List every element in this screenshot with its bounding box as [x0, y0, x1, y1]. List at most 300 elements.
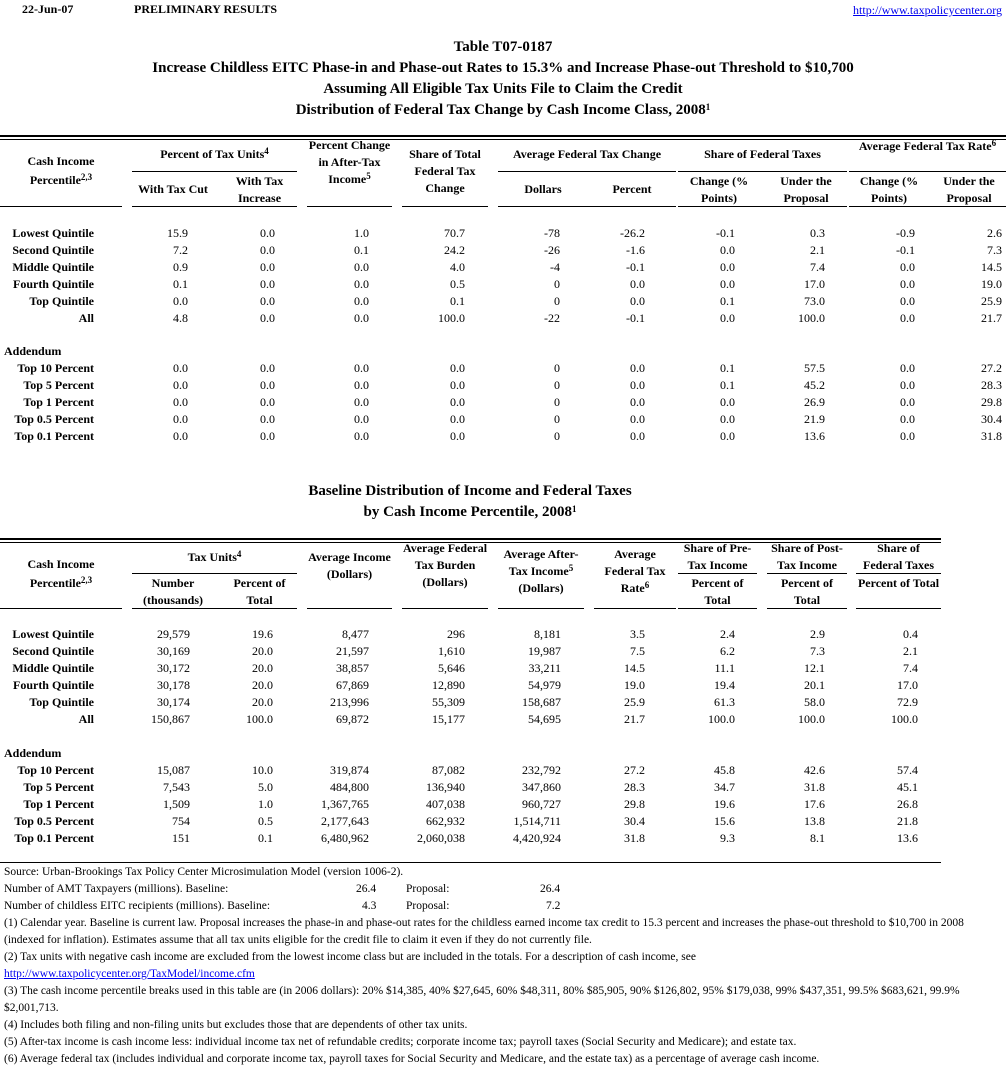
table-cell: 0.0	[354, 277, 369, 291]
table-cell: 7.2	[173, 243, 188, 257]
col-header-pct-change-after-tax	[307, 137, 392, 188]
table-cell: 662,932	[426, 814, 465, 828]
eitc-line	[4, 898, 1004, 915]
table-cell: 0	[554, 378, 560, 392]
amt-proposal-label: Proposal:	[406, 883, 450, 895]
table-cell: 0.0	[354, 412, 369, 426]
table-cell: 0.0	[630, 412, 645, 426]
table-cell: 0.0	[900, 311, 915, 325]
col-group-share-fed-taxes: Share of Federal Taxes	[863, 541, 934, 572]
table-cell: 0.5	[450, 277, 465, 291]
header-unit: (Dollars)	[518, 581, 564, 595]
table-cell: 87,082	[432, 763, 465, 777]
col-header-with-tax-increase: With Tax Increase	[235, 174, 284, 205]
col-header-number: Number (thousands)	[142, 576, 204, 607]
header-underline	[0, 608, 122, 609]
table-row	[0, 276, 1006, 293]
addendum-label: Addendum	[4, 746, 62, 760]
table-cell: -78	[544, 226, 560, 240]
table-cell: 19.6	[714, 797, 735, 811]
table-cell: 960,727	[522, 797, 561, 811]
table-cell: 100.0	[798, 311, 825, 325]
table-cell: 0.9	[173, 260, 188, 274]
table-cell: 54,695	[528, 712, 561, 726]
table-cell: 0.0	[260, 361, 275, 375]
table-cell: 19.6	[252, 627, 273, 641]
table-cell: 19.0	[624, 678, 645, 692]
table-title-line2: Assuming All Eligible Tax Units File to Claim the Credit	[323, 81, 683, 97]
col-group-avg-change: Average Federal Tax Change	[512, 147, 662, 161]
table-cell: 100.0	[708, 712, 735, 726]
table-cell: 20.0	[252, 695, 273, 709]
header-underline	[678, 206, 847, 207]
header-underline	[594, 608, 676, 609]
table-cell: 296	[447, 627, 465, 641]
table-cell: 0.1	[258, 831, 273, 845]
table-row	[0, 377, 1006, 394]
col-header-share-change-pts: Change (% Points)	[689, 174, 749, 205]
amt-label: Number of AMT Taxpayers (millions). Baseline:	[4, 883, 229, 895]
tpc-link[interactable]: http://www.taxpolicycenter.org	[853, 3, 1002, 17]
table-row	[0, 293, 1006, 310]
table-cell: 0	[554, 294, 560, 308]
table-cell: 0.0	[354, 260, 369, 274]
table-cell: 14.5	[981, 260, 1002, 274]
header-underline	[307, 206, 392, 207]
table-cell: 7.3	[810, 644, 825, 658]
table-cell: 19.0	[981, 277, 1002, 291]
footnote-ref: 5	[366, 171, 371, 181]
table-cell: -26.2	[620, 226, 645, 240]
table-cell: 0.0	[260, 311, 275, 325]
table-cell: 0.0	[630, 294, 645, 308]
header-text: Cash Income Percentile	[27, 154, 95, 187]
row-label: Top 1 Percent	[23, 797, 94, 811]
header-text: Average Federal Tax Rate	[604, 547, 666, 595]
table-cell: -22	[544, 311, 560, 325]
table-cell: 0.0	[354, 311, 369, 325]
row-label: Top 0.5 Percent	[14, 412, 94, 426]
table-cell: 31.8	[804, 780, 825, 794]
table-cell: 8,477	[342, 627, 369, 641]
table-cell: 0	[554, 277, 560, 291]
table-cell: 1,509	[163, 797, 190, 811]
table-cell: 7.5	[630, 644, 645, 658]
table-cell: 232,792	[522, 763, 561, 777]
table-cell: 0.1	[720, 361, 735, 375]
header-text: Percent Change in After-Tax Income	[308, 138, 391, 186]
table-row	[0, 626, 1006, 643]
table-cell: 14.5	[624, 661, 645, 675]
table-cell: 0.0	[900, 361, 915, 375]
table-cell: 100.0	[246, 712, 273, 726]
table-cell: 158,687	[522, 695, 561, 709]
col-header-avg-rate	[594, 546, 676, 597]
header-underline	[132, 608, 297, 609]
baseline-title-line1: Baseline Distribution of Income and Federal Taxes	[308, 483, 632, 499]
table-cell: 45.8	[714, 763, 735, 777]
table-cell: 2,177,643	[321, 814, 369, 828]
table-cell: 25.9	[624, 695, 645, 709]
table-cell: 20.0	[252, 644, 273, 658]
row-label: Second Quintile	[12, 644, 94, 658]
col-header-rate-change-pts: Change (% Points)	[859, 174, 919, 205]
table-row	[0, 360, 1006, 377]
footnote-3: (3) The cash income percentile breaks used in this table are (in 2006 dollars): 20% $14,385, 40% $27,645, 60% $48,311, 80% $85,905, 90% $126,802, 95% $179,038, 99% $437,351, 99.5% $683,621, 99.9% $2,001,713.	[4, 985, 960, 1014]
table-cell: 27.2	[981, 361, 1002, 375]
header-underline	[402, 608, 488, 609]
table-cell: 0.0	[720, 243, 735, 257]
table-cell: 2.4	[720, 627, 735, 641]
group-underline	[856, 573, 941, 574]
col-header-post-pct-total: Percent of Total	[780, 576, 834, 607]
row-label: Fourth Quintile	[12, 277, 94, 291]
title-line3-text: Distribution of Federal Tax Change by Cash Income Class, 2008	[295, 102, 706, 118]
baseline-title-line2	[0, 502, 940, 523]
source-note: Source: Urban-Brookings Tax Policy Center Microsimulation Model (version 1006-2).	[4, 866, 404, 878]
row-label: Top 1 Percent	[23, 395, 94, 409]
table-cell: 29,579	[157, 627, 190, 641]
col-header-avg-after-tax	[498, 546, 584, 597]
table-cell: 28.3	[624, 780, 645, 794]
table-cell: 754	[172, 814, 190, 828]
table-cell: 12,890	[432, 678, 465, 692]
table-row	[0, 225, 1006, 242]
table-cell: 100.0	[438, 311, 465, 325]
footnote-1: (1) Calendar year. Baseline is current law. Proposal increases the phase-in and phase-out rates for the childless earned income tax credit to 15.3 percent and increases the phase-out threshold to $10,700 in 2008 (indexed for inflation). Estimates assume that all tax units eligible for the credit file to claim it even if they do not currently file.	[4, 917, 964, 946]
table-cell: 0.0	[173, 294, 188, 308]
table-cell: 0.0	[260, 277, 275, 291]
footnote-5: (5) After-tax income is cash income less: individual income tax net of refundable credits; corporate income tax; payroll taxes (Social Security and Medicare); and estate tax.	[4, 1036, 797, 1048]
table-cell: 0.0	[720, 277, 735, 291]
table-cell: 15,177	[432, 712, 465, 726]
table-cell: 25.9	[981, 294, 1002, 308]
table-cell: 57.5	[804, 361, 825, 375]
table-cell: 150,867	[151, 712, 190, 726]
header-underline	[849, 206, 1006, 207]
table-cell: 0.0	[900, 294, 915, 308]
table-cell: 21.7	[981, 311, 1002, 325]
table-row	[0, 796, 1006, 813]
header-text: Average Federal Tax Rate	[858, 139, 992, 153]
footnote-ref: 6	[991, 138, 997, 148]
table-cell: 0.0	[450, 412, 465, 426]
table-row	[0, 694, 1006, 711]
table-cell: 0.0	[173, 429, 188, 443]
row-label: Lowest Quintile	[12, 627, 94, 641]
table-cell: 100.0	[798, 712, 825, 726]
table-cell: 6,480,962	[321, 831, 369, 845]
title-text: by Cash Income Percentile, 2008	[363, 504, 572, 520]
footnote-6: (6) Average federal tax (includes individual and corporate income tax, payroll taxes for Social Security and Medicare, and the estate tax) as a percentage of average cash income.	[4, 1053, 820, 1065]
table-cell: 2.6	[987, 226, 1002, 240]
table-cell: 0.0	[260, 226, 275, 240]
group-underline	[132, 573, 297, 574]
table-cell: 7.4	[903, 661, 918, 675]
header-text: Average After-Tax Income	[503, 547, 579, 578]
row-label: Top 0.1 Percent	[14, 429, 94, 443]
col-group-share-post-tax: Share of Post-Tax Income	[771, 541, 843, 572]
table-cell: 30,172	[157, 661, 190, 675]
table-cell: -0.1	[716, 226, 735, 240]
row-label: Middle Quintile	[12, 661, 94, 675]
header-underline	[402, 206, 488, 207]
table-cell: 1.0	[354, 226, 369, 240]
col-group-avg-rate	[849, 137, 1006, 155]
table-cell: 0.0	[354, 395, 369, 409]
table-cell: 0.0	[354, 429, 369, 443]
table-cell: 12.1	[804, 661, 825, 675]
table-cell: 347,860	[522, 780, 561, 794]
table-cell: 0.0	[173, 395, 188, 409]
table-cell: 21.9	[804, 412, 825, 426]
table-cell: 0.0	[630, 378, 645, 392]
col-header-avg-income: Average Income (Dollars)	[308, 550, 391, 581]
table-cell: 20.0	[252, 661, 273, 675]
header-underline	[0, 206, 122, 207]
table-cell: 57.4	[897, 763, 918, 777]
row-label: Top 10 Percent	[17, 763, 94, 777]
header-underline	[307, 608, 392, 609]
table-row	[0, 677, 1006, 694]
table-row	[0, 830, 1006, 847]
table-cell: 26.8	[897, 797, 918, 811]
table-cell: 19.4	[714, 678, 735, 692]
report-date: 22-Jun-07	[22, 2, 74, 16]
row-label: Top 5 Percent	[23, 780, 94, 794]
table-cell: 0.3	[810, 226, 825, 240]
table-cell: 13.6	[897, 831, 918, 845]
income-definition-link[interactable]: http://www.taxpolicycenter.org/TaxModel/income.cfm	[4, 968, 255, 980]
table-cell: 0.0	[720, 311, 735, 325]
table-cell: 27.2	[624, 763, 645, 777]
col-header-percent: Percent	[612, 182, 652, 196]
table-cell: 0	[554, 429, 560, 443]
table-cell: 21,597	[336, 644, 369, 658]
table-cell: 319,874	[330, 763, 369, 777]
table-cell: 15.6	[714, 814, 735, 828]
table-cell: 0.0	[260, 294, 275, 308]
table-cell: 8.1	[810, 831, 825, 845]
table-cell: 0.0	[900, 260, 915, 274]
table-cell: 31.8	[624, 831, 645, 845]
table-cell: 0	[554, 361, 560, 375]
table-cell: 0.0	[260, 395, 275, 409]
row-label: All	[78, 311, 94, 325]
col-group-tax-units	[132, 549, 297, 566]
eitc-baseline-value: 4.3	[362, 900, 377, 912]
table-cell: 55,309	[432, 695, 465, 709]
table-row	[0, 310, 1006, 327]
table-cell: 0.1	[173, 277, 188, 291]
group-underline	[849, 171, 1006, 172]
eitc-proposal-label: Proposal:	[406, 900, 450, 912]
col-header-share-total-change: Share of Total Federal Tax Change	[409, 147, 481, 195]
row-label: Top Quintile	[29, 695, 94, 709]
table-cell: 0.0	[900, 429, 915, 443]
table-cell: 72.9	[897, 695, 918, 709]
table-cell: 21.7	[624, 712, 645, 726]
footnote-ref: 2,3	[80, 575, 93, 585]
table-cell: 4.0	[450, 260, 465, 274]
footnote-ref: 1	[705, 102, 711, 112]
table-cell: 0.0	[173, 361, 188, 375]
table-cell: 0.5	[258, 814, 273, 828]
table-cell: 21.8	[897, 814, 918, 828]
table-cell: 29.8	[981, 395, 1002, 409]
table-cell: 61.3	[714, 695, 735, 709]
col-header-avg-burden: Average Federal Tax Burden (Dollars)	[402, 541, 488, 589]
table-cell: 17.0	[897, 678, 918, 692]
group-underline	[678, 171, 847, 172]
table-cell: 30,178	[157, 678, 190, 692]
table-cell: 20.0	[252, 678, 273, 692]
table-cell: -4	[550, 260, 560, 274]
table-cell: 0.0	[260, 429, 275, 443]
row-label: Top 5 Percent	[23, 378, 94, 392]
group-underline	[132, 171, 297, 172]
header-underline	[498, 608, 584, 609]
table-cell: 0.1	[720, 294, 735, 308]
eitc-proposal-value: 7.2	[546, 900, 561, 912]
row-label: Lowest Quintile	[12, 226, 94, 240]
table-row	[0, 394, 1006, 411]
table-cell: 0.0	[900, 378, 915, 392]
table-cell: 30,174	[157, 695, 190, 709]
col-header-pct-total: Percent of Total	[233, 576, 286, 607]
table-cell: 30,169	[157, 644, 190, 658]
col-header-with-tax-cut: With Tax Cut	[138, 182, 208, 196]
table-title-line3	[0, 100, 1006, 121]
table-cell: 407,038	[426, 797, 465, 811]
table-cell: 5.0	[258, 780, 273, 794]
table-cell: 0.1	[720, 378, 735, 392]
group-underline	[767, 573, 847, 574]
table-cell: 0.0	[450, 395, 465, 409]
table-cell: -0.1	[626, 311, 645, 325]
col-header-rate-under-proposal: Under the Proposal	[943, 174, 995, 205]
table-cell: 0.0	[450, 361, 465, 375]
table-cell: 8,181	[534, 627, 561, 641]
table-cell: 0.0	[173, 412, 188, 426]
table-cell: 15,087	[157, 763, 190, 777]
table-cell: 17.0	[804, 277, 825, 291]
table-cell: 484,800	[330, 780, 369, 794]
table-cell: 34.7	[714, 780, 735, 794]
addendum-label: Addendum	[4, 344, 62, 358]
footnote-rule	[0, 862, 941, 863]
table-cell: 26.9	[804, 395, 825, 409]
footnote-2: (2) Tax units with negative cash income are excluded from the lowest income class but are included in the totals. For a description of cash income, see	[4, 951, 696, 963]
footnote-ref: 4	[236, 549, 242, 559]
footnote-4: (4) Includes both filing and non-filing units but excludes those that are dependents of other tax units.	[4, 1019, 468, 1031]
table-cell: 58.0	[804, 695, 825, 709]
header-underline	[132, 206, 297, 207]
col-header-percentile	[0, 152, 122, 190]
table-cell: 73.0	[804, 294, 825, 308]
table-cell: 0.0	[720, 260, 735, 274]
table-cell: 1,610	[438, 644, 465, 658]
table-cell: 0.0	[354, 378, 369, 392]
table-cell: 0.0	[630, 277, 645, 291]
addendum-heading-row	[0, 745, 1006, 762]
table-cell: 136,940	[426, 780, 465, 794]
table-cell: 0.0	[720, 395, 735, 409]
table-cell: 42.6	[804, 763, 825, 777]
table-cell: 0.0	[260, 260, 275, 274]
table-cell: 0.0	[630, 429, 645, 443]
table-cell: 0.0	[900, 395, 915, 409]
table-cell: 31.8	[981, 429, 1002, 443]
table-cell: 0.0	[354, 361, 369, 375]
table-cell: 38,857	[336, 661, 369, 675]
group-underline	[498, 171, 676, 172]
table-cell: 54,979	[528, 678, 561, 692]
footnote-ref: 5	[568, 563, 574, 573]
table-cell: 69,872	[336, 712, 369, 726]
table-row	[0, 711, 1006, 728]
table-id: Table T07-0187	[453, 39, 553, 55]
table-cell: 0.0	[720, 412, 735, 426]
col-group-share-pre-tax: Share of Pre-Tax Income	[683, 541, 752, 572]
table-cell: -0.1	[626, 260, 645, 274]
table-title-line1: Increase Childless EITC Phase-in and Phase-out Rates to 15.3% and Increase Phase-out Threshold to $10,700	[152, 60, 854, 76]
row-label: Top 0.5 Percent	[14, 814, 94, 828]
table-cell: 0.1	[450, 294, 465, 308]
header-text: Tax Units	[187, 550, 237, 564]
table-cell: -0.1	[896, 243, 915, 257]
footnote-ref: 2,3	[80, 172, 93, 182]
row-label: All	[78, 712, 94, 726]
table-row	[0, 643, 1006, 660]
header-underline	[856, 608, 941, 609]
eitc-label: Number of childless EITC recipients (millions). Baseline:	[4, 900, 271, 912]
table-cell: 33,211	[528, 661, 561, 675]
preliminary-label: PRELIMINARY RESULTS	[134, 2, 278, 16]
footnote-2-link-line	[4, 966, 1004, 983]
row-label: Top 10 Percent	[17, 361, 94, 375]
table-cell: 0.0	[260, 243, 275, 257]
table-cell: 0.0	[630, 395, 645, 409]
table-cell: 6.2	[720, 644, 735, 658]
table-cell: 213,996	[330, 695, 369, 709]
table-cell: 2,060,038	[417, 831, 465, 845]
table-cell: 28.3	[981, 378, 1002, 392]
table-cell: 17.6	[804, 797, 825, 811]
table-cell: 30.4	[981, 412, 1002, 426]
table-cell: 1,367,765	[321, 797, 369, 811]
table-cell: 11.1	[714, 661, 735, 675]
table-cell: 0.0	[260, 412, 275, 426]
table-cell: 24.2	[444, 243, 465, 257]
table-cell: 7.3	[987, 243, 1002, 257]
table-cell: 9.3	[720, 831, 735, 845]
table-cell: 45.2	[804, 378, 825, 392]
row-label: Top 0.1 Percent	[14, 831, 94, 845]
table-cell: 0.0	[173, 378, 188, 392]
table-row	[0, 813, 1006, 830]
table-cell: 0	[554, 412, 560, 426]
col-group-share-fed-taxes: Share of Federal Taxes	[704, 147, 821, 161]
footnote-ref: 4	[264, 146, 269, 156]
table-cell: 0.0	[450, 378, 465, 392]
table-cell: 0.0	[900, 277, 915, 291]
group-underline	[678, 573, 757, 574]
header-text: Percent of Tax Units	[160, 147, 265, 161]
table-row	[0, 762, 1006, 779]
table-cell: 20.1	[804, 678, 825, 692]
table-cell: 0.0	[260, 378, 275, 392]
